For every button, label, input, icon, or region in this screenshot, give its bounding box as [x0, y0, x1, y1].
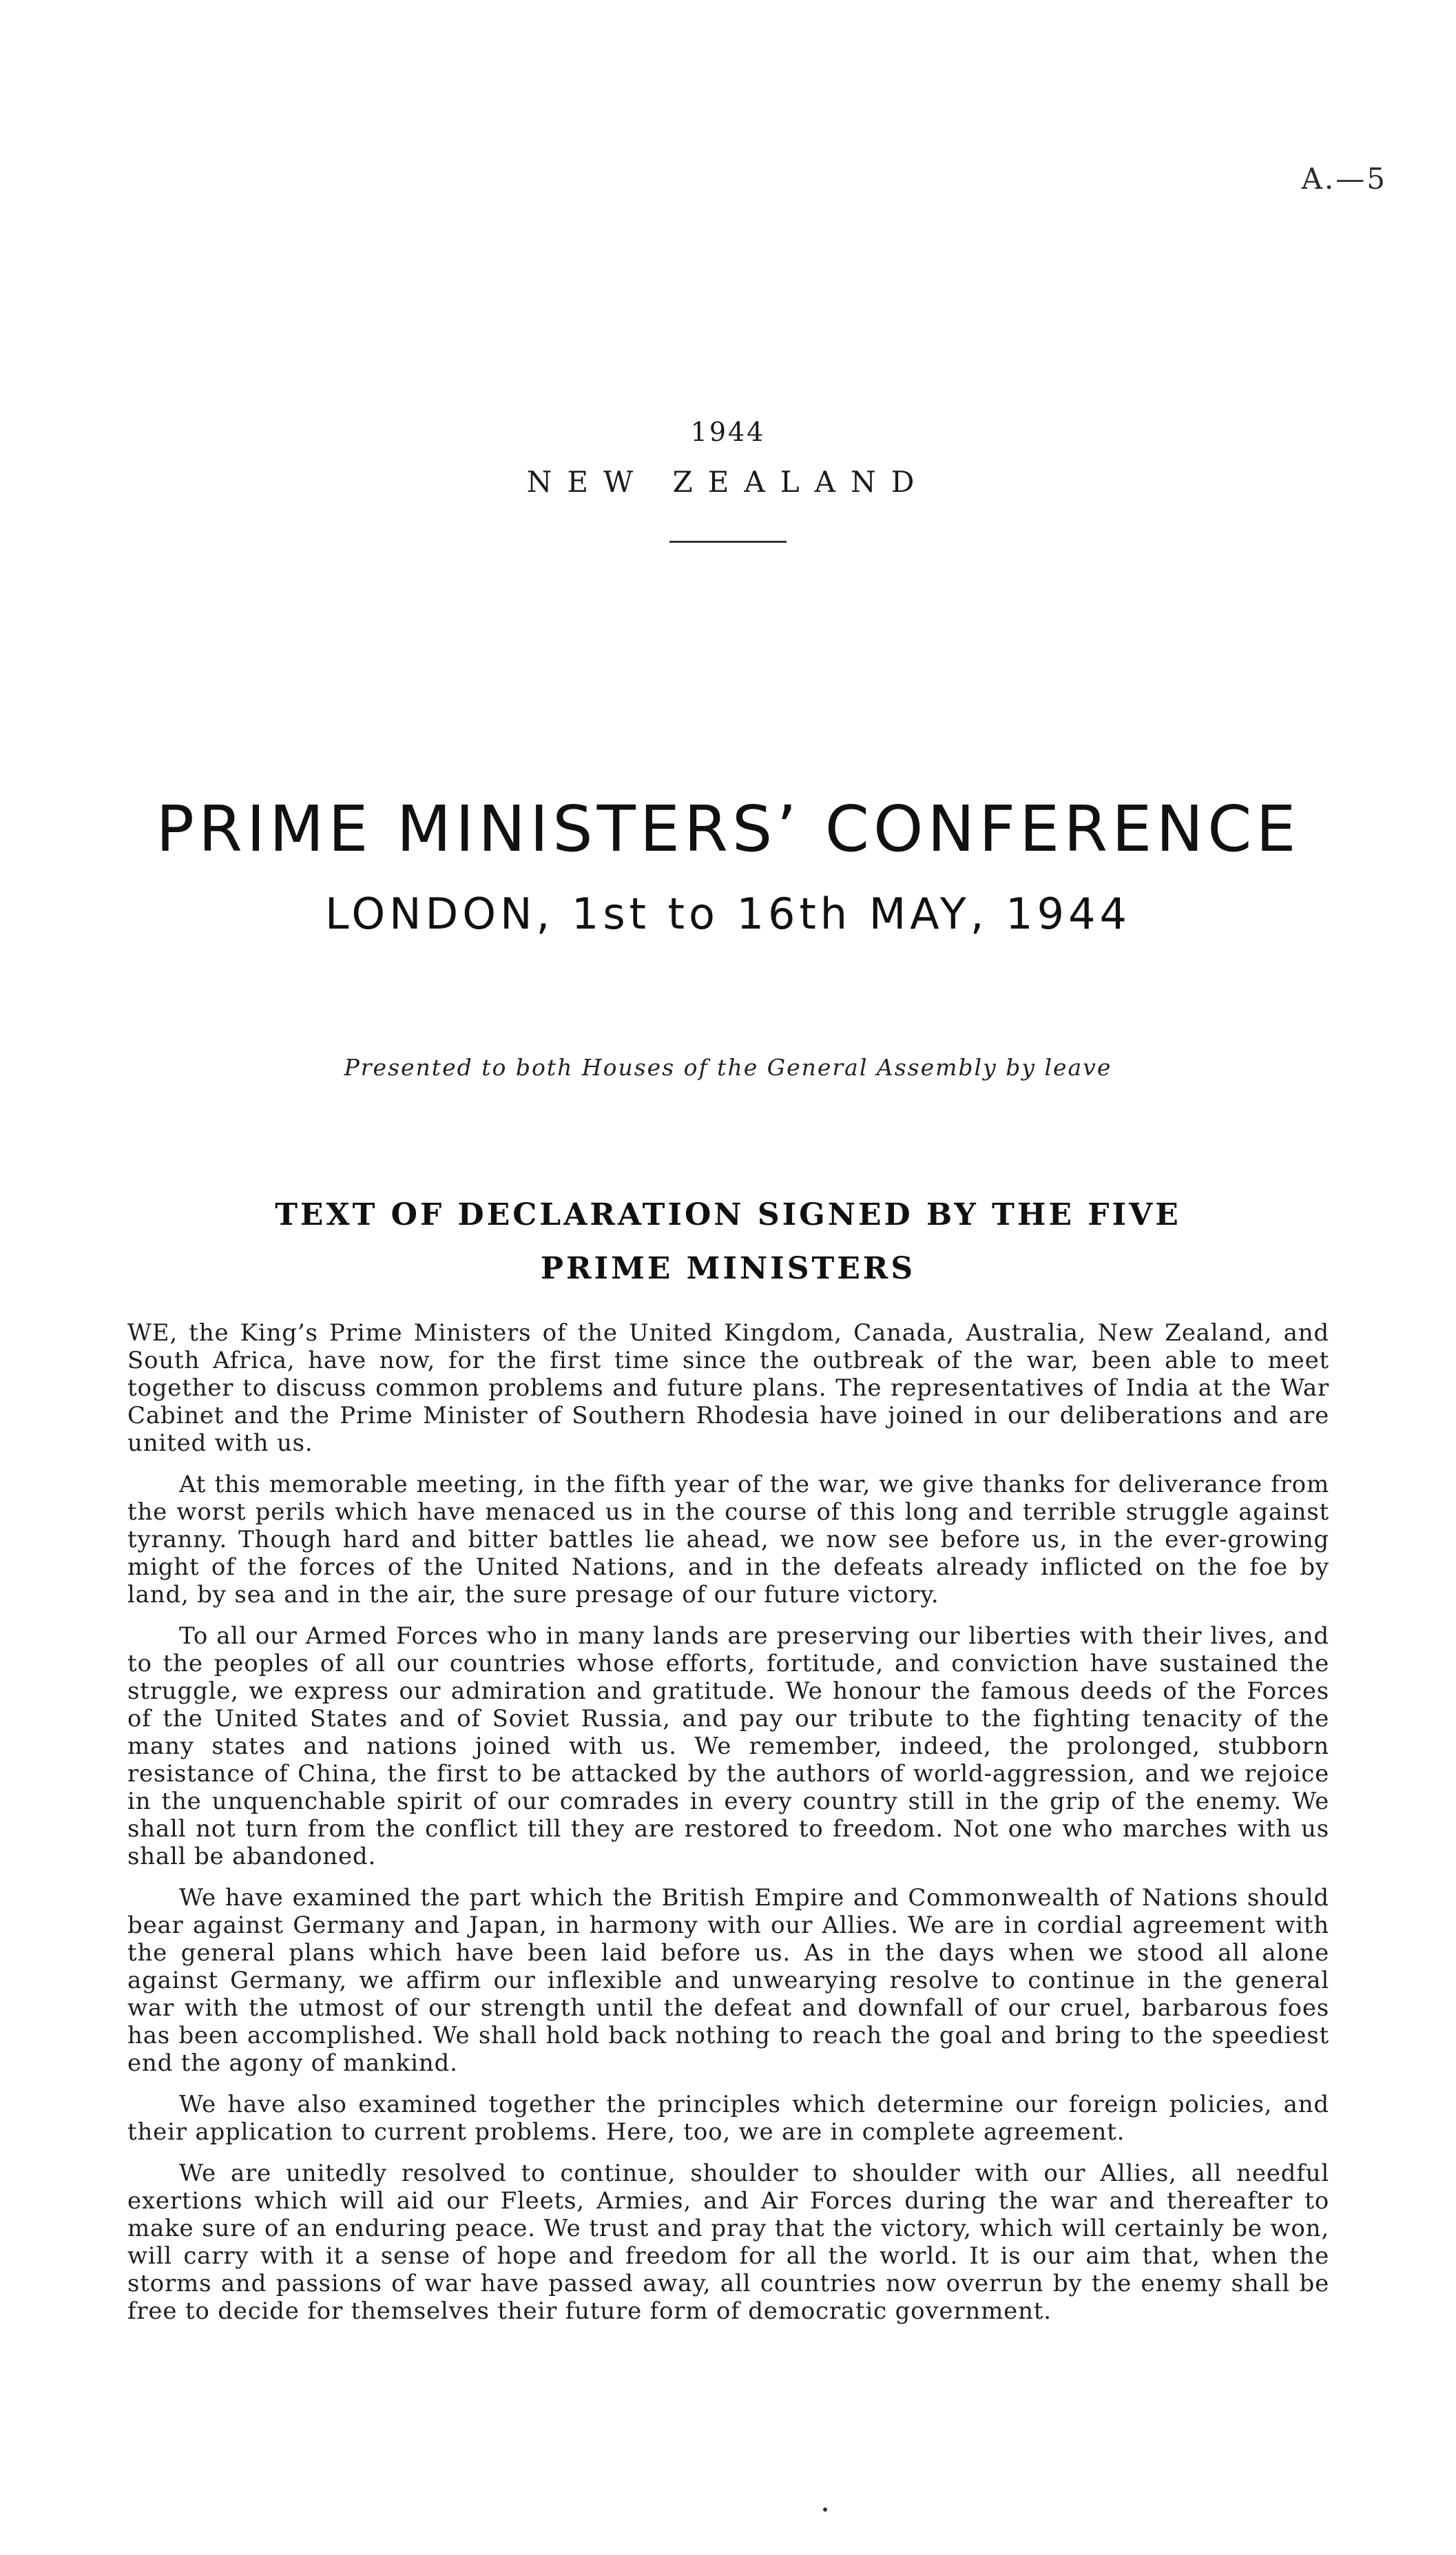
paragraph: We are unitedly resolved to continue, shoulder to shoulder with our Allies, all needful exertions which will aid our Fleets, Armies, and Air Forces during the war and thereafter to make sure of an enduring peace. We trust and pray that the victory, which will certainly be won, will carry with it a sense of hope and freedom for all the world. It is our aim that, when the storms and passions of war have passed away, all countries now overrun by the enemy shall be free to decide for themselves their future form of democratic government. [127, 2160, 1329, 2325]
paragraph: At this memorable meeting, in the fifth year of the war, we give thanks for deliverance from the worst perils which have menaced us in the course of this long and terrible struggle against tyranny. Though hard and bitter battles lie ahead, we now see before us, in the ever-growing might of the forces of the United Nations, and in the defeats already inflicted on the foe by land, by sea and in the air, the sure presage of our future victory. [127, 1471, 1329, 1608]
paragraph: WE, the King’s Prime Ministers of the United Kingdom, Canada, Australia, New Zealand, and South Africa, have now, for the first time since the outbreak of the war, been able to meet together to discuss common problems and future plans. The representatives of India at the War Cabinet and the Prime Minister of Southern Rhodesia have joined in our deliberations and are united with us. [127, 1319, 1329, 1457]
declaration-body [127, 1319, 1329, 2339]
document-title: PRIME MINISTERS’ CONFERENCE [156, 792, 1300, 866]
country-name: NEW ZEALAND [526, 465, 930, 499]
declaration-heading-line-1: TEXT OF DECLARATION SIGNED BY THE FIVE [275, 1197, 1181, 1232]
paragraph: To all our Armed Forces who in many lands are preserving our liberties with their lives, and to the peoples of all our countries whose efforts, fortitude, and conviction have sustained the struggle, we express our admiration and gratitude. We honour the famous deeds of the Forces of the United States and of Soviet Russia, and pay our tribute to the fighting tenacity of the many states and nations joined with us. We remember, indeed, the prolonged, stubborn resistance of China, the first to be attacked by the authors of world-aggression, and we rejoice in the unquenchable spirit of our comrades in every country still in the grip of the enemy. We shall not turn from the conflict till they are restored to freedom. Not one who marches with us shall be abandoned. [127, 1622, 1329, 1870]
paragraph: We have examined the part which the British Empire and Commonwealth of Nations should bear against Germany and Japan, in harmony with our Allies. We are in cordial agreement with the general plans which have been laid before us. As in the days when we stood all alone against Germany, we affirm our inflexible and unwearying resolve to continue in the general war with the utmost of our strength until the defeat and downfall of our cruel, barbarous foes has been accomplished. We shall hold back nothing to reach the goal and bring to the speediest end the agony of mankind. [127, 1884, 1329, 2077]
publication-year: 1944 [690, 417, 766, 447]
page-identifier: A.—5 [1301, 162, 1387, 196]
document-subtitle: LONDON, 1st to 16th MAY, 1944 [325, 889, 1131, 939]
presentation-note: Presented to both Houses of the General Assembly by leave [344, 1054, 1112, 1081]
page-mark [823, 2507, 827, 2512]
divider-rule [669, 541, 787, 543]
declaration-heading [0, 1188, 1456, 1296]
paragraph: We have also examined together the principles which determine our foreign policies, and their application to current problems. Here, too, we are in complete agreement. [127, 2091, 1329, 2146]
declaration-heading-line-2: PRIME MINISTERS [540, 1251, 916, 1286]
